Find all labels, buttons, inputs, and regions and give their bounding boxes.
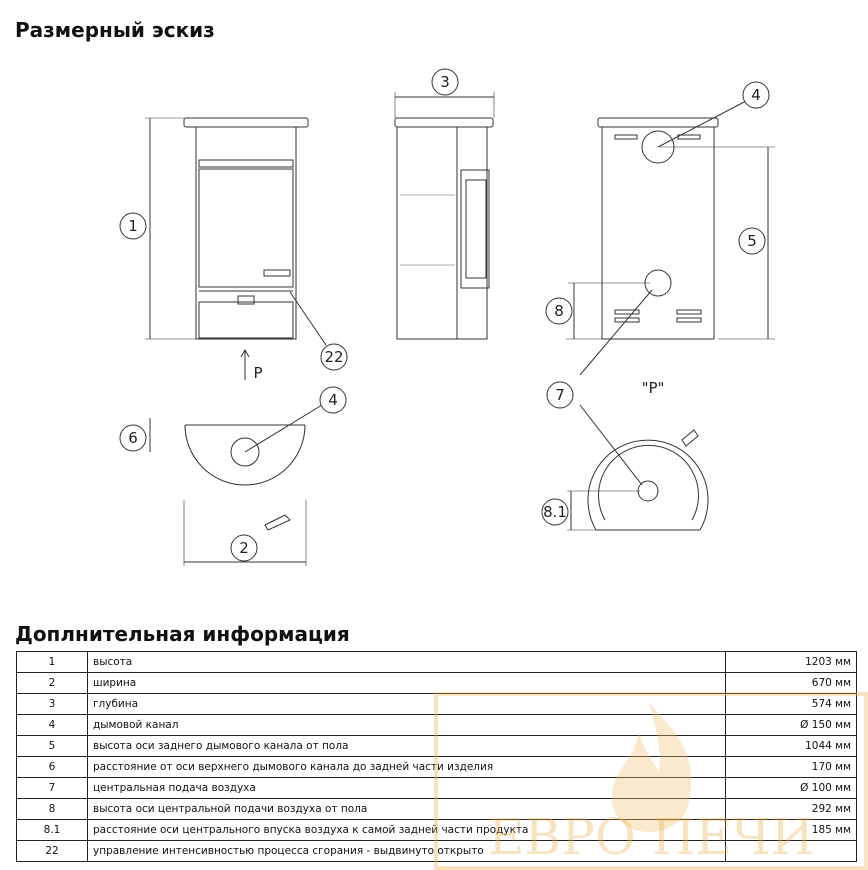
cell-desc: высота оси заднего дымового канала от пола (88, 736, 726, 757)
cell-num: 5 (17, 736, 88, 757)
label-8: 8 (554, 302, 564, 320)
label-8-1: 8.1 (543, 503, 567, 521)
table-row (17, 799, 857, 820)
cell-desc: управление интенсивностью процесса сгорания - выдвинуто открыто (88, 841, 726, 862)
cell-desc: центральная подача воздуха (88, 778, 726, 799)
cell-num: 7 (17, 778, 88, 799)
cell-num: 3 (17, 694, 88, 715)
cell-desc: высота оси центральной подачи воздуха от пола (88, 799, 726, 820)
cell-num: 8 (17, 799, 88, 820)
label-7: 7 (555, 386, 565, 404)
cell-desc: дымовой канал (88, 715, 726, 736)
table-row (17, 778, 857, 799)
label-2: 2 (239, 539, 249, 557)
table-row (17, 715, 857, 736)
table-row (17, 673, 857, 694)
watermark-text: ЕВРО ПЕЧИ (487, 808, 815, 866)
cell-num: 22 (17, 841, 88, 862)
label-5: 5 (747, 232, 757, 250)
cell-value: 574 мм (726, 694, 857, 715)
cell-value: 292 мм (726, 799, 857, 820)
cell-desc: расстояние от оси верхнего дымового канала до задней части изделия (88, 757, 726, 778)
table-row (17, 820, 857, 841)
label-6: 6 (128, 429, 138, 447)
cell-value: 185 мм (726, 820, 857, 841)
info-title: Доплнительная информация (15, 622, 350, 646)
table-row (17, 736, 857, 757)
cell-value: Ø 100 мм (726, 778, 857, 799)
cell-value: 170 мм (726, 757, 857, 778)
table-row (17, 652, 857, 673)
cell-num: 6 (17, 757, 88, 778)
cell-value (726, 841, 857, 862)
label-1: 1 (128, 217, 138, 235)
cell-desc: высота (88, 652, 726, 673)
label-p-view: "P" (641, 379, 665, 397)
label-4-rear: 4 (751, 86, 761, 104)
info-table (16, 651, 857, 862)
table-row (17, 841, 857, 862)
label-p-arrow: P (253, 364, 263, 382)
page-title: Размерный эскиз (15, 18, 215, 42)
side-view (395, 92, 494, 339)
cell-desc: глубина (88, 694, 726, 715)
table-row (17, 694, 857, 715)
p-view (567, 405, 708, 530)
cell-value: 670 мм (726, 673, 857, 694)
front-view (145, 118, 326, 380)
cell-desc: расстояние оси центрального впуска воздуха к самой задней части продукта (88, 820, 726, 841)
label-3: 3 (440, 73, 450, 91)
cell-value: 1044 мм (726, 736, 857, 757)
cell-num: 8.1 (17, 820, 88, 841)
label-22: 22 (324, 348, 344, 366)
callouts (120, 69, 769, 561)
cell-num: 2 (17, 673, 88, 694)
cell-value: 1203 мм (726, 652, 857, 673)
cell-value: Ø 150 мм (726, 715, 857, 736)
cell-num: 4 (17, 715, 88, 736)
label-4-top: 4 (328, 391, 338, 409)
cell-num: 1 (17, 652, 88, 673)
cell-desc: ширина (88, 673, 726, 694)
table-row (17, 757, 857, 778)
